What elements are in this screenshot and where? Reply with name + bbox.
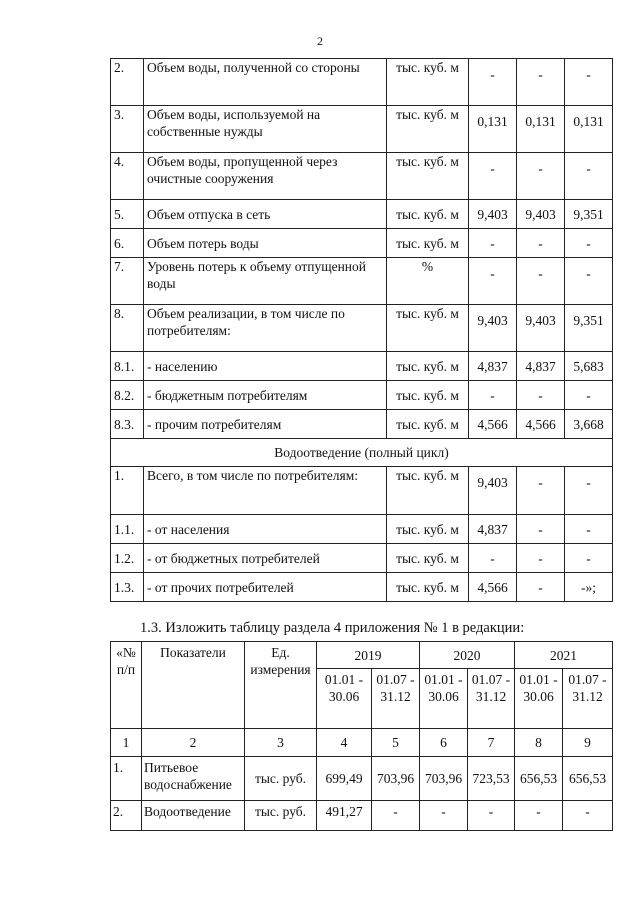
header-indicators: Показатели (142, 642, 245, 729)
row-name: - от прочих потребителей (144, 573, 387, 602)
row-value: 3,668 (565, 410, 613, 439)
row-unit: тыс. куб. м (387, 381, 469, 410)
row-num: 1.1. (111, 515, 144, 544)
row-unit: тыс. куб. м (387, 410, 469, 439)
row-name: Объем воды, используемой на собственные нужды (144, 106, 387, 153)
row-name: Питьевое водоснабжение (142, 757, 245, 801)
header-year: 2019 (317, 642, 420, 669)
table-row (111, 59, 613, 106)
row-value: - (517, 229, 565, 258)
row-value: - (517, 544, 565, 573)
row-value: 9,403 (517, 200, 565, 229)
row-value: - (517, 573, 565, 602)
row-unit: тыс. куб. м (387, 305, 469, 352)
header-period: 01.07 - 31.12 (372, 669, 420, 729)
table-row (111, 106, 613, 153)
table-row (111, 801, 613, 831)
row-value: - (469, 381, 517, 410)
row-unit: тыс. куб. м (387, 467, 469, 515)
row-value: 723,53 (468, 757, 515, 801)
header-period: 01.07 - 31.12 (563, 669, 613, 729)
row-num: 1. (111, 467, 144, 515)
row-value: 4,837 (469, 515, 517, 544)
row-num: 8.2. (111, 381, 144, 410)
header-period: 01.01 - 30.06 (317, 669, 372, 729)
column-number: 1 (111, 729, 142, 757)
row-value: - (517, 258, 565, 305)
header-period: 01.07 - 31.12 (468, 669, 515, 729)
row-value: 703,96 (372, 757, 420, 801)
table-row (111, 544, 613, 573)
row-num: 2. (111, 59, 144, 106)
table-row (111, 305, 613, 352)
row-unit: тыс. куб. м (387, 352, 469, 381)
column-number: 9 (563, 729, 613, 757)
row-name: Объем отпуска в сеть (144, 200, 387, 229)
header-unit: Ед. измерения (245, 642, 317, 729)
table-row (111, 258, 613, 305)
row-value: - (565, 229, 613, 258)
row-unit: % (387, 258, 469, 305)
row-value: - (565, 544, 613, 573)
table-row (111, 352, 613, 381)
row-value: 703,96 (420, 757, 468, 801)
row-value: 4,566 (469, 410, 517, 439)
row-value: 699,49 (317, 757, 372, 801)
row-value: - (517, 153, 565, 200)
header-year: 2020 (420, 642, 515, 669)
table-row (111, 153, 613, 200)
row-name: Водоотведение (142, 801, 245, 831)
row-value: 4,837 (517, 352, 565, 381)
row-value: 9,403 (469, 467, 517, 515)
row-value: - (469, 258, 517, 305)
table-row (111, 381, 613, 410)
row-unit: тыс. куб. м (387, 59, 469, 106)
row-value: - (420, 801, 468, 831)
row-value: - (565, 258, 613, 305)
row-value: - (565, 153, 613, 200)
amendment-paragraph: 1.3. Изложить таблицу раздела 4 приложения № 1 в редакции: (140, 620, 525, 636)
column-number: 3 (245, 729, 317, 757)
row-value: - (565, 515, 613, 544)
table-row (111, 515, 613, 544)
row-value: 4,837 (469, 352, 517, 381)
row-num: 2. (111, 801, 142, 831)
row-num: 8. (111, 305, 144, 352)
row-value: - (517, 381, 565, 410)
row-name: - бюджетным потребителям (144, 381, 387, 410)
row-value: 9,403 (517, 305, 565, 352)
column-number: 5 (372, 729, 420, 757)
row-unit: тыс. куб. м (387, 200, 469, 229)
row-value: 9,403 (469, 305, 517, 352)
row-value: - (515, 801, 563, 831)
row-num: 8.1. (111, 352, 144, 381)
row-value: 491,27 (317, 801, 372, 831)
row-value: 656,53 (563, 757, 613, 801)
row-value: 4,566 (469, 573, 517, 602)
row-name: - от бюджетных потребителей (144, 544, 387, 573)
header-year: 2021 (515, 642, 613, 669)
row-value: - (565, 59, 613, 106)
header-period: 01.01 - 30.06 (515, 669, 563, 729)
row-name: - населению (144, 352, 387, 381)
tariff-table (110, 641, 613, 831)
column-number: 4 (317, 729, 372, 757)
row-unit: тыс. куб. м (387, 544, 469, 573)
row-num: 6. (111, 229, 144, 258)
row-value: - (565, 381, 613, 410)
row-num: 8.3. (111, 410, 144, 439)
page-number: 2 (317, 34, 323, 48)
row-value: 9,403 (469, 200, 517, 229)
table-row (111, 410, 613, 439)
row-unit: тыс. куб. м (387, 573, 469, 602)
water-supply-table (110, 58, 613, 602)
table-row (111, 467, 613, 515)
row-name: Объем воды, пропущенной через очистные сооружения (144, 153, 387, 200)
row-value: - (563, 801, 613, 831)
row-name: - от населения (144, 515, 387, 544)
row-unit: тыс. куб. м (387, 229, 469, 258)
row-value: 5,683 (565, 352, 613, 381)
row-num: 1.2. (111, 544, 144, 573)
row-value: 656,53 (515, 757, 563, 801)
header-period: 01.01 - 30.06 (420, 669, 468, 729)
row-value: 9,351 (565, 305, 613, 352)
row-num: 5. (111, 200, 144, 229)
row-value: - (469, 229, 517, 258)
column-number: 7 (468, 729, 515, 757)
table-row (111, 573, 613, 602)
row-value: - (468, 801, 515, 831)
header-num: «№ п/п (111, 642, 142, 729)
row-name: Всего, в том числе по потребителям: (144, 467, 387, 515)
row-num: 4. (111, 153, 144, 200)
table-row (111, 200, 613, 229)
row-value: 0,131 (565, 106, 613, 153)
row-unit: тыс. куб. м (387, 515, 469, 544)
row-value: 0,131 (469, 106, 517, 153)
row-name: Объем потерь воды (144, 229, 387, 258)
row-name: Объем реализации, в том числе по потребителям: (144, 305, 387, 352)
row-num: 1.3. (111, 573, 144, 602)
row-unit: тыс. куб. м (387, 153, 469, 200)
row-value: - (469, 59, 517, 106)
column-number: 6 (420, 729, 468, 757)
table-row (111, 229, 613, 258)
column-number: 8 (515, 729, 563, 757)
row-num: 3. (111, 106, 144, 153)
row-name: Уровень потерь к объему отпущенной воды (144, 258, 387, 305)
row-value: - (517, 467, 565, 515)
row-value: - (372, 801, 420, 831)
row-unit: тыс. руб. (245, 801, 317, 831)
row-value: -»; (565, 573, 613, 602)
row-num: 7. (111, 258, 144, 305)
row-unit: тыс. куб. м (387, 106, 469, 153)
column-number: 2 (142, 729, 245, 757)
row-name: - прочим потребителям (144, 410, 387, 439)
row-value: - (469, 544, 517, 573)
row-value: 9,351 (565, 200, 613, 229)
row-unit: тыс. руб. (245, 757, 317, 801)
row-name: Объем воды, полученной со стороны (144, 59, 387, 106)
section-title: Водоотведение (полный цикл) (111, 439, 613, 467)
table-row (111, 757, 613, 801)
row-value: - (517, 515, 565, 544)
row-value: 0,131 (517, 106, 565, 153)
row-value: - (565, 467, 613, 515)
row-value: - (517, 59, 565, 106)
row-value: - (469, 153, 517, 200)
row-num: 1. (111, 757, 142, 801)
row-value: 4,566 (517, 410, 565, 439)
